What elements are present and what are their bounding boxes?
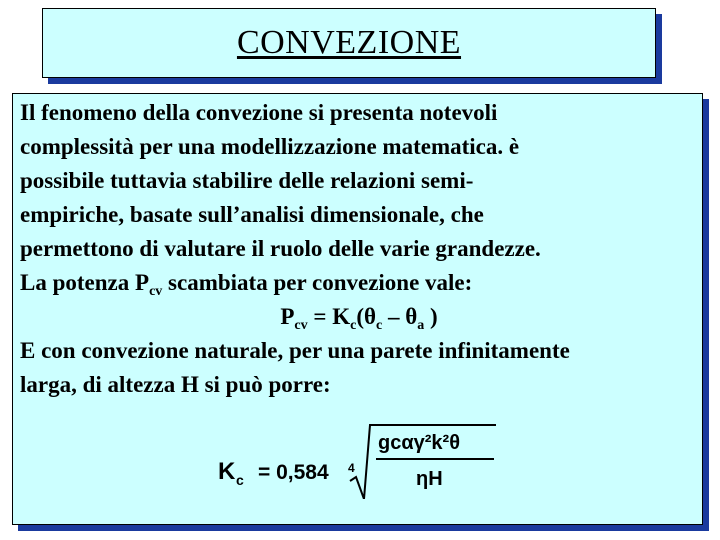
eq-theta2: – θ	[382, 304, 418, 329]
root-index: 4	[348, 461, 355, 475]
power-text: La potenza P	[20, 270, 150, 295]
eq-mid: = K	[307, 304, 351, 329]
formula-lhs: K	[218, 458, 236, 485]
eq-k-sub: c	[350, 318, 357, 333]
eq-lhs: P	[280, 304, 295, 329]
formula-denominator: ηH	[416, 468, 443, 490]
paragraph-line: larga, di altezza H si può porre:	[20, 372, 331, 397]
power-equation	[20, 300, 698, 334]
title-panel	[42, 8, 656, 78]
formula-lhs-sub: c	[236, 472, 244, 488]
paragraph-line: permettono di valutare il ruolo delle varie grandezze.	[20, 236, 541, 261]
paragraph-line: empiriche, basate sull’analisi dimensionale, che	[20, 202, 484, 227]
formula-numerator: gcαγ²k²θ	[378, 432, 461, 454]
content-text	[20, 96, 698, 402]
eq-theta1: (θ	[356, 304, 376, 329]
power-line	[20, 266, 698, 300]
eq-theta1-sub: c	[376, 318, 383, 333]
power-text-rest: scambiata per convezione vale:	[162, 270, 473, 295]
content-panel	[12, 93, 703, 525]
eq-theta2-sub: a	[417, 318, 425, 333]
formula-coefficient: = 0,584	[258, 461, 329, 484]
paragraph-line: E con convezione naturale, per una parete infinitamente	[20, 338, 570, 363]
power-subscript: cv	[149, 284, 163, 299]
paragraph-line: possibile tuttavia stabilire delle relazioni semi-	[20, 168, 474, 193]
eq-close: )	[424, 304, 438, 329]
slide-title: CONVEZIONE	[236, 24, 462, 61]
convection-coefficient-formula	[218, 419, 508, 499]
paragraph-line: complessità per una modellizzazione matematica. è	[20, 134, 520, 159]
eq-lhs-sub: cv	[294, 318, 308, 333]
paragraph-line: Il fenomeno della convezione si presenta notevoli	[20, 100, 498, 125]
